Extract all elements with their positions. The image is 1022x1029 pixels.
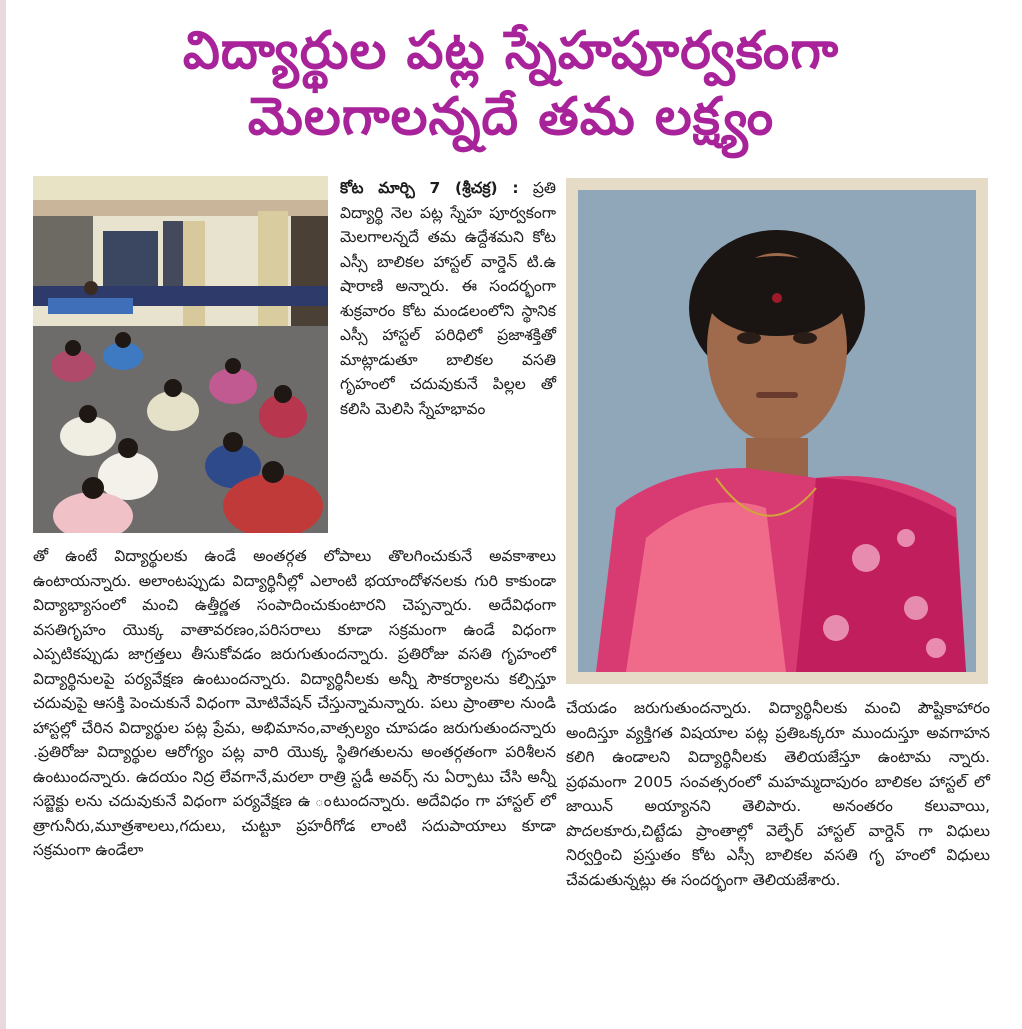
article-column-wide-left: తో ఉంటే విద్యార్థులకు ఉండే అంతర్గత లోపాలు తొలగించుకునే అవకాశాలు ఉంటాయన్నారు. అలాంటప్పుడు విద్యార్థినీల్లో ఎలాంటి భయాందోళనలకు గురి కాకుండా విద్యాభ్యాసంలో మంచి ఉత్తీర్ణత సంపాదించుకుంటారని చెప్పన్నారు. అదేవిధంగా వసతిగృహం యొక్క వాతావరణం,పరిసరాలు కూడా సక్రమంగా ఉండే విధంగా ఎప్పటికప్పుడు జాగ్రత్తలు తీసుకోవడం జరుగుతుందన్నారు. ప్రతిరోజు వసతి గృహంలో విద్యార్థినులపై పర్యవేక్షణ ఉంటుందన్నారు. విద్యార్థినీలకు అన్నీ సౌకర్యాలను కల్పిస్తూ చదువుపై ఆసక్తి పెంచుకునే విధంగా మోటివేషన్ చేస్తున్నామన్నారు. పలు ప్రాంతాల నుండి హాస్టల్లో చేరిన విద్యార్థుల పట్ల ప్రేమ, అభిమానం,వాత్సల్యం చూపడం జరుగుతుందన్నారు .ప్రతిరోజు విద్యార్థుల ఆరోగ్యం పట్ల వారి యొక్క స్థితిగతులను అంతర్గతంగా పరిశీలన ఉంటుందన్నారు. ఉదయం నిద్ర లేవగానే,మరలా రాత్రి స్టడీ అవర్స్ ను ఏర్పాటు చేసి అన్నీ సబ్జెక్టు లను చదువుకునే విధంగా పర్యవేక్షణ ఉ ంటుందన్నారు. అదేవిధం గా హాస్టల్ లో త్రాగునీరు,మూత్రశాలలు,గదులు, చుట్టూ ప్రహరీగోడ లాంటి సదుపాయాలు కూడా సక్రమంగా ఉండేలా xyxy=(33,547,556,859)
article-para-top-right: ప్రతి విద్యార్థి నెల పట్ల స్నేహ పూర్వకంగా మెలగాలన్నదే తమ ఉద్దేశమని కోట ఎస్సీ బాలికల హాస్టల్ వార్డెన్ టి.ఉ షారాణి అన్నారు. ఈ సందర్భంగా శుక్రవారం కోట మండలంలోని స్థానిక ఎస్సీ హాస్టల్ పరిధిలో ప్రజాశక్తితో మాట్లాడుతూ బాలికల వసతి గృహంలో చదువుకునే పిల్లల తో కలిసి మెలిసి స్నేహభావం xyxy=(340,179,556,418)
headline-line-2: మెలగాలన్నదే తమ లక్ష్యం xyxy=(247,87,775,147)
left-margin-strip xyxy=(0,0,6,1029)
warden-portrait-photo xyxy=(566,178,988,684)
headline xyxy=(20,18,1002,150)
article-dateline: కోట మార్చి 7 (శ్రీచక్ర) : xyxy=(340,179,519,197)
headline-line-1: విద్యార్థుల పట్ల స్నేహపూర్వకంగా xyxy=(182,21,840,81)
article-column-top-right xyxy=(340,176,556,421)
hostel-study-photo xyxy=(33,176,328,533)
article-column-bottom-right: చేయడం జరుగుతుందన్నారు. విద్యార్థినీలకు మంచి పౌష్టికాహారం అందిస్తూ వ్యక్తిగత విషయాల పట్ల ప్రతిఒక్కరూ ముందుస్తూ అవగాహన కలిగి ఉండాలని విద్యార్థినీలకు తెలియజేస్తూ ఉంటామ న్నారు. ప్రథమంగా 2005 సంవత్సరంలో మహమ్మదాపురం బాలికల హాస్టల్ లో జాయిన్ అయ్యానని తెలిపారు. అనంతరం కలువాయి, పొదలకూరు,చిట్టేడు ప్రాంతాల్లో వెల్ఫేర్ హాస్టల్ వార్డెన్ గా విధులు నిర్వర్తించి ప్రస్తుతం కోట ఎస్సీ బాలికల వసతి గృ హంలో విధులు చేవడుతున్నట్లు ఈ సందర్భంగా తెలియజేశారు. xyxy=(566,699,990,889)
